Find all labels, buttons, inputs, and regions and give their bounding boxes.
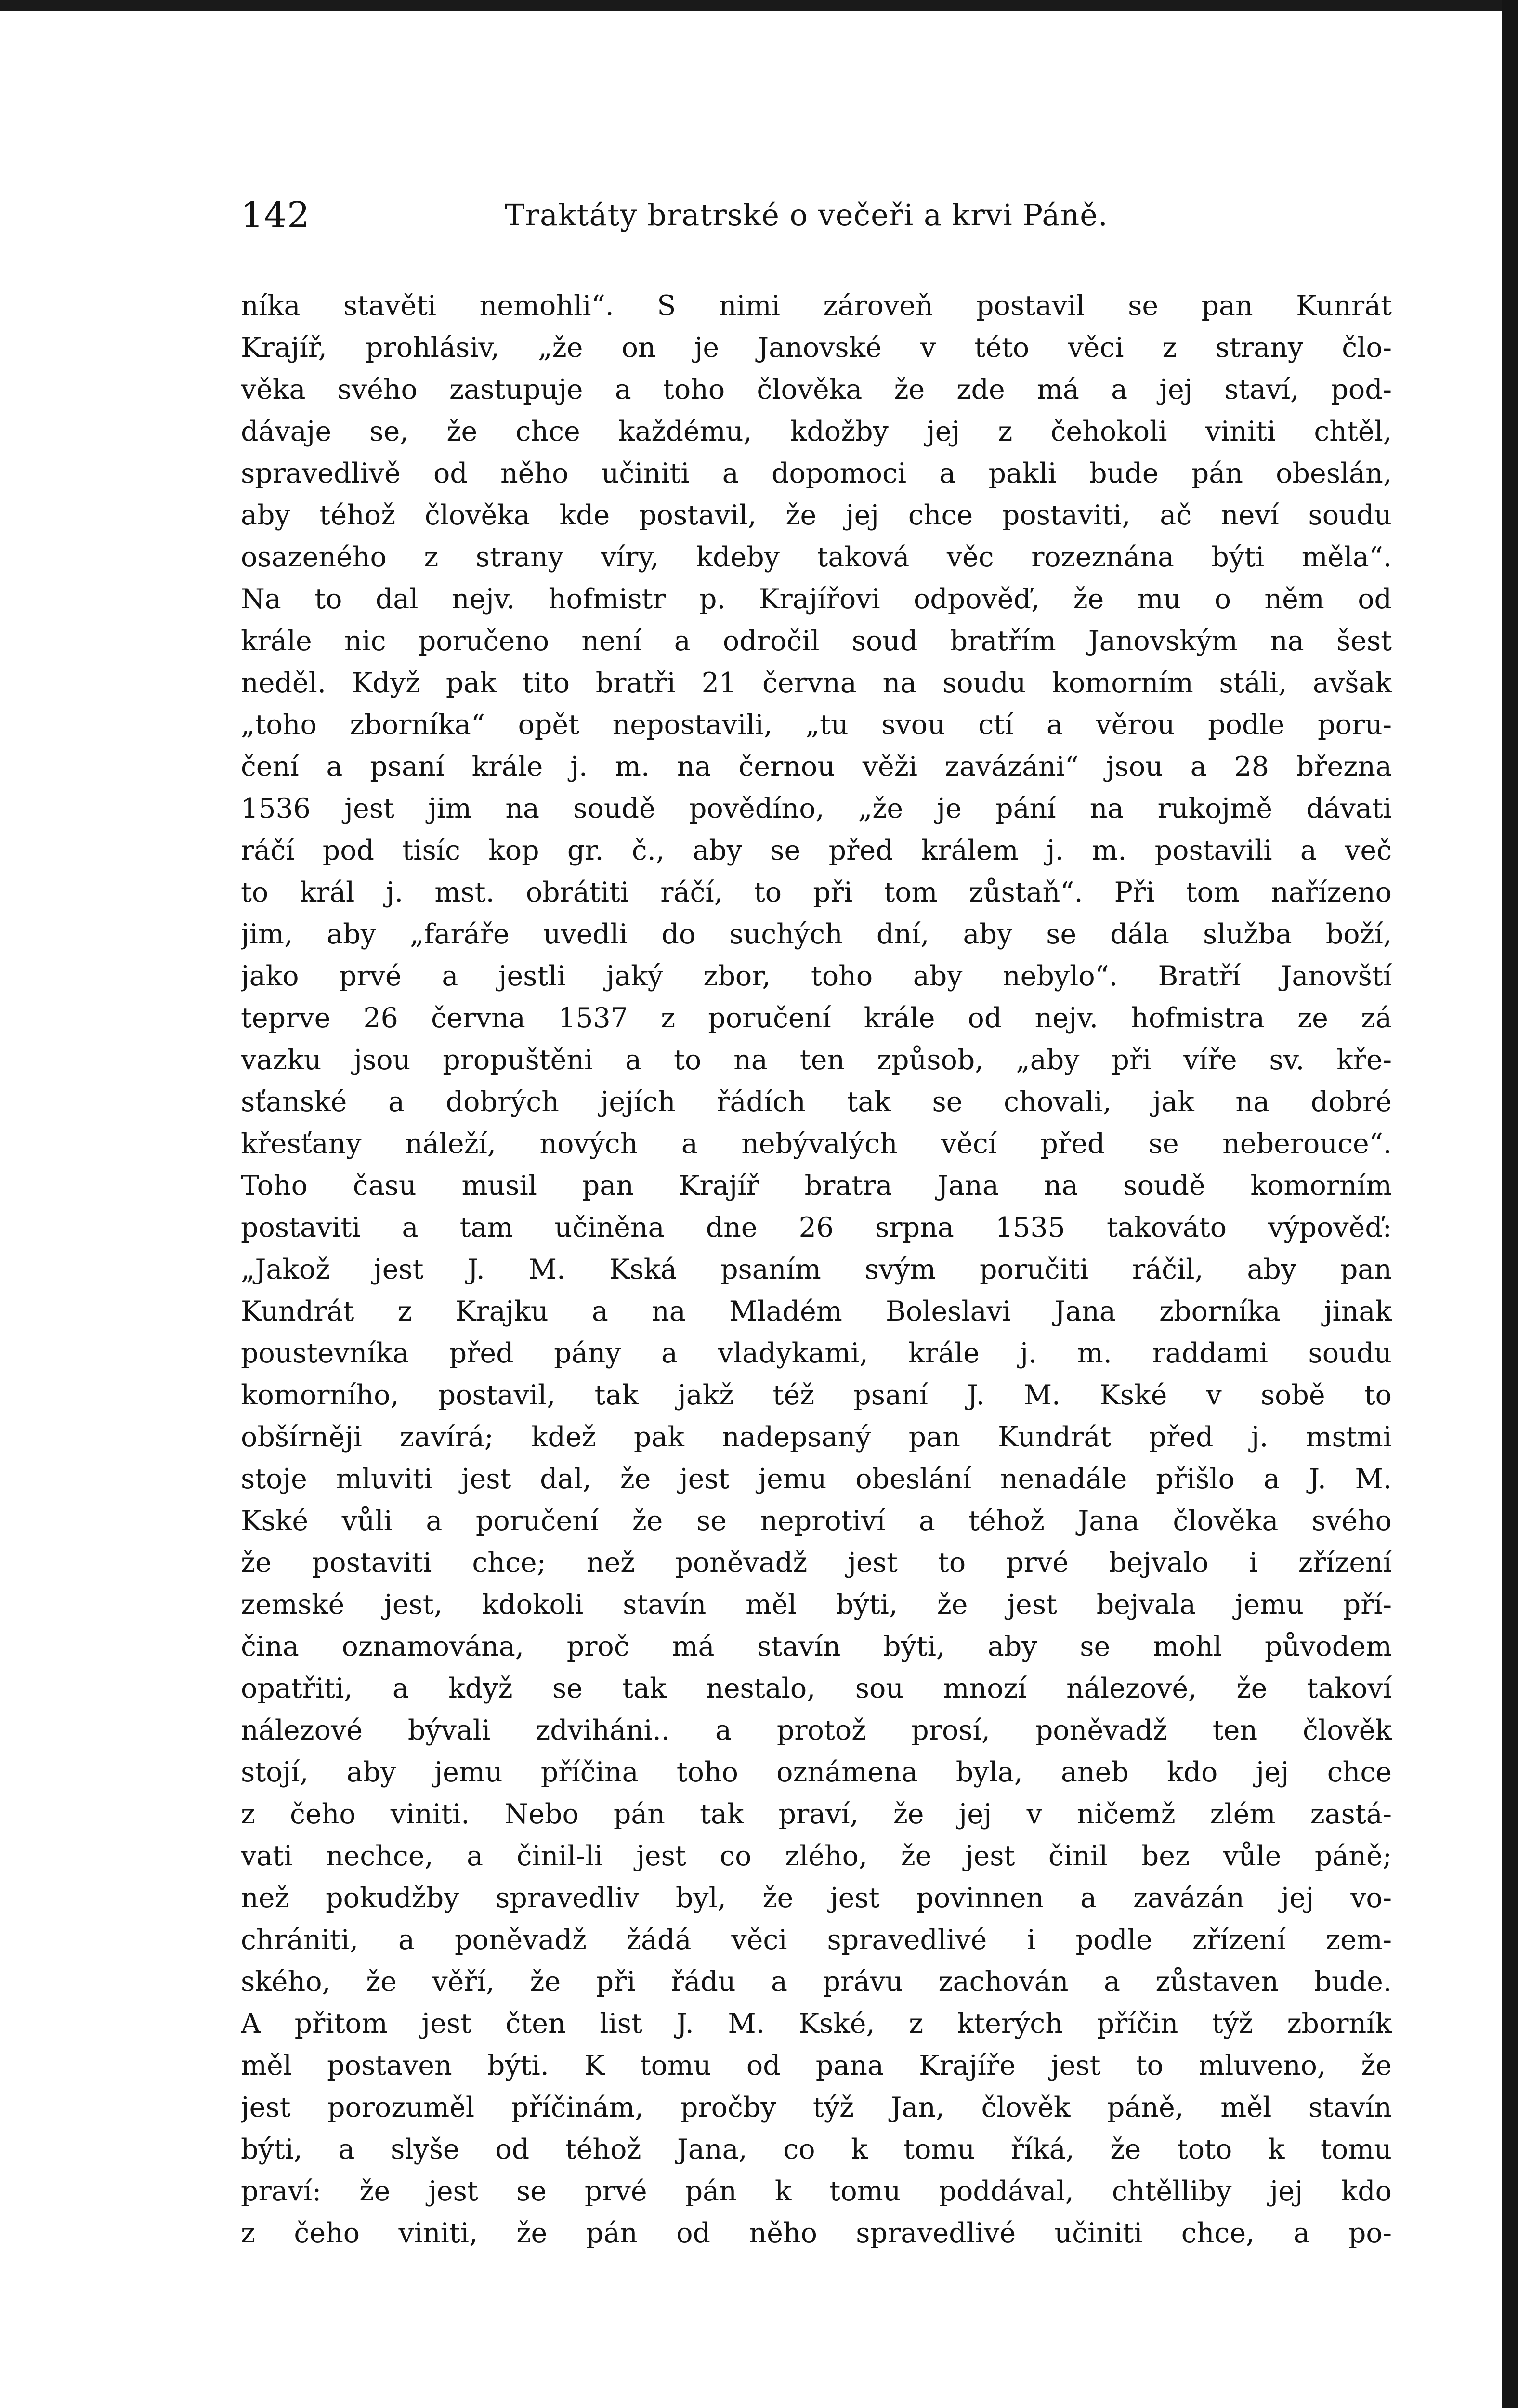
text-line: jim, aby „faráře uvedli do suchých dní, aby se dála služba boží, (241, 918, 1392, 950)
text-line: „Jakož jest J. M. Kská psaním svým poručiti ráčil, aby pan (241, 1254, 1392, 1285)
text-line: jest porozuměl příčinám, pročby týž Jan, člověk páně, měl stavín (241, 2092, 1392, 2123)
body-text (241, 285, 1392, 2254)
text-line: stoje mluviti jest dal, že jest jemu obeslání nenadále přišlo a J. M. (241, 1463, 1392, 1495)
text-line: vazku jsou propuštěni a to na ten způsob, „aby při víře sv. kře- (241, 1044, 1392, 1076)
text-line: Kské vůli a poručení že se neprotiví a téhož Jana člověka svého (241, 1505, 1392, 1537)
text-line: jako prvé a jestli jaký zbor, toho aby nebylo“. Bratří Janovští (241, 960, 1392, 992)
text-line: zemské jest, kdokoli stavín měl býti, že jest bejvala jemu pří- (241, 1589, 1392, 1621)
text-line: křesťany náleží, nových a nebývalých věcí před se neberouce“. (241, 1128, 1392, 1160)
text-line: spravedlivě od něho učiniti a dopomoci a pakli bude pán obeslán, (241, 458, 1392, 489)
text-line: Toho času musil pan Krajíř bratra Jana na soudě komorním (241, 1170, 1392, 1202)
text-line: čina oznamována, proč má stavín býti, aby se mohl původem (241, 1631, 1392, 1662)
text-line: sťanské a dobrých jejích řádích tak se chovali, jak na dobré (241, 1086, 1392, 1118)
text-line: měl postaven býti. K tomu od pana Krajíře jest to mluveno, že (241, 2050, 1392, 2081)
text-line: opatřiti, a když se tak nestalo, sou mnozí nálezové, že takoví (241, 1673, 1392, 1704)
text-line: ráčí pod tisíc kop gr. č., aby se před králem j. m. postavili a več (241, 835, 1392, 866)
text-line: Na to dal nejv. hofmistr p. Krajířovi odpověď, že mu o něm od (241, 583, 1392, 615)
text-line: z čeho viniti. Nebo pán tak praví, že jej v ničemž zlém zastá- (241, 1798, 1392, 1830)
text-line: že postaviti chce; než poněvadž jest to prvé bejvalo i zřízení (241, 1547, 1392, 1579)
text-line: věka svého zastupuje a toho člověka že zde má a jej staví, pod- (241, 374, 1392, 406)
text-line: postaviti a tam učiněna dne 26 srpna 1535 takováto výpověď: (241, 1212, 1392, 1243)
text-line: to král j. mst. obrátiti ráčí, to při tom zůstaň“. Při tom nařízeno (241, 877, 1392, 908)
page-number: 142 (241, 195, 311, 236)
text-line: komorního, postavil, tak jakž též psaní J. M. Kské v sobě to (241, 1379, 1392, 1411)
text-line: stojí, aby jemu příčina toho oznámena byla, aneb kdo jej chce (241, 1756, 1392, 1788)
text-line: nálezové bývali zdviháni.. a protož prosí, poněvadž ten člověk (241, 1714, 1392, 1746)
text-line: osazeného z strany víry, kdeby taková věc rozeznána býti měla“. (241, 541, 1392, 573)
text-line: vati nechce, a činil-li jest co zlého, že jest činil bez vůle páně; (241, 1840, 1392, 1872)
text-line: krále nic poručeno není a odročil soud bratřím Janovským na šest (241, 625, 1392, 657)
text-line: teprve 26 června 1537 z poručení krále od nejv. hofmistra ze zá (241, 1002, 1392, 1034)
text-line: praví: že jest se prvé pán k tomu poddával, chtělliby jej kdo (241, 2175, 1392, 2207)
text-line: Krajíř, prohlásiv, „že on je Janovské v této věci z strany člo- (241, 332, 1392, 364)
text-line: čení a psaní krále j. m. na černou věži zavázáni“ jsou a 28 března (241, 751, 1392, 783)
text-line: obšírněji zavírá; kdež pak nadepsaný pan Kundrát před j. mstmi (241, 1421, 1392, 1453)
text-line: býti, a slyše od téhož Jana, co k tomu říká, že toto k tomu (241, 2133, 1392, 2165)
text-line: než pokudžby spravedliv byl, že jest povinnen a zavázán jej vo- (241, 1882, 1392, 1914)
text-line: aby téhož člověka kde postavil, že jej chce postaviti, ač neví soudu (241, 499, 1392, 531)
text-line: neděl. Když pak tito bratři 21 června na soudu komorním stáli, avšak (241, 667, 1392, 699)
text-line: 1536 jest jim na soudě povědíno, „že je pání na rukojmě dávati (241, 793, 1392, 824)
scan-edge-right (1502, 0, 1518, 2408)
text-line: Kundrát z Krajku a na Mladém Boleslavi Jana zborníka jinak (241, 1296, 1392, 1327)
text-line: z čeho viniti, že pán od něho spravedlivé učiniti chce, a po- (241, 2217, 1392, 2249)
text-line: ského, že věří, že při řádu a právu zachován a zůstaven bude. (241, 1966, 1392, 1998)
scan-edge-top (0, 0, 1518, 11)
text-line: níka stavěti nemohli“. S nimi zároveň postavil se pan Kunrát (241, 290, 1392, 322)
page-header (241, 189, 1146, 242)
text-line: A přitom jest čten list J. M. Kské, z kterých příčin týž zborník (241, 2008, 1392, 2040)
text-line: poustevníka před pány a vladykami, krále j. m. raddami soudu (241, 1337, 1392, 1369)
text-line: „toho zborníka“ opět nepostavili, „tu svou ctí a věrou podle poru- (241, 709, 1392, 741)
text-line: chrániti, a poněvadž žádá věci spravedlivé i podle zřízení zem- (241, 1924, 1392, 1956)
running-title: Traktáty bratrské o večeři a krvi Páně. (505, 197, 1108, 233)
text-line: dávaje se, že chce každému, kdožby jej z čehokoli viniti chtěl, (241, 416, 1392, 447)
